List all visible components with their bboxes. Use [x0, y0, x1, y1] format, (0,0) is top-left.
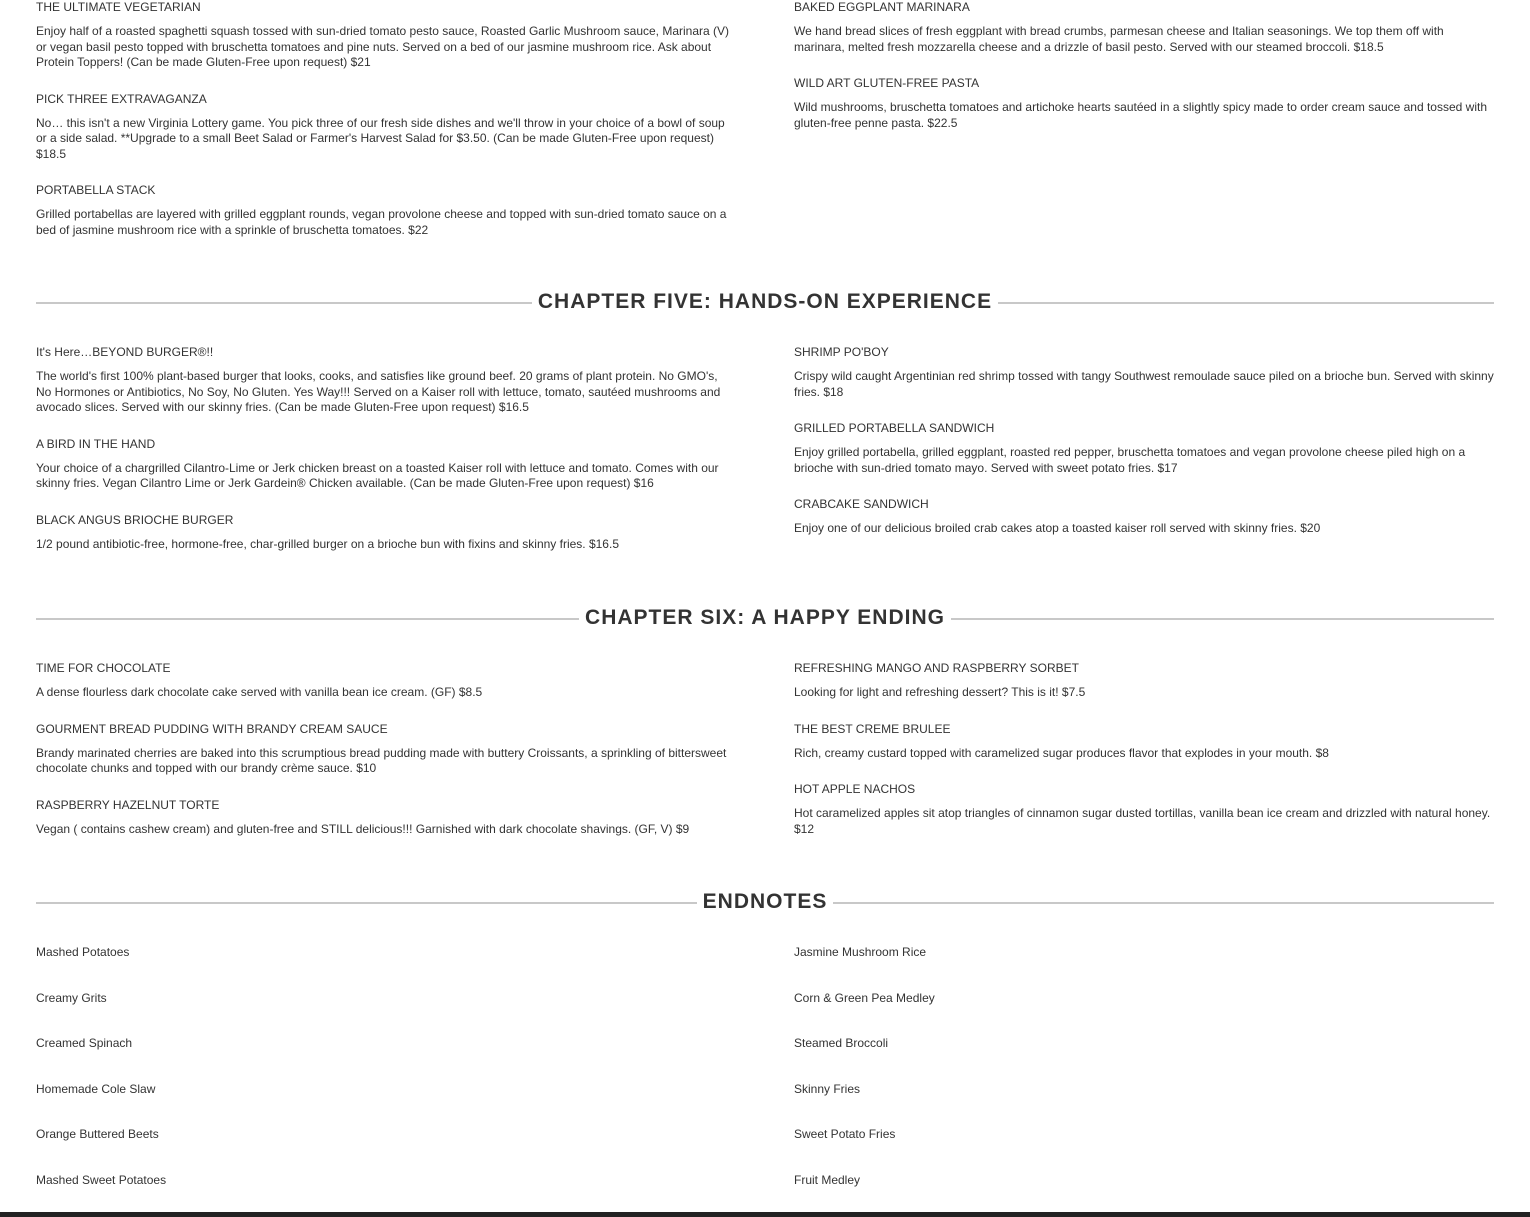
menu-item-description: Enjoy half of a roasted spaghetti squash tossed with sun-dried tomato pesto sauce, Roasted Garlic Mushroom sauce, Marinara (V) or vegan basil pesto topped with bruschetta tomatoes and pine nuts. Served on a bed of our jasmine mushroom rice. Ask about Protein Toppers! (Can be made Gluten-Free upon request) $21	[36, 24, 730, 69]
menu-item-description: Your choice of a chargrilled Cilantro-Lime or Jerk chicken breast on a toasted Kaiser roll with lettuce and tomato. Comes with our skinny fries. Vegan Cilantro Lime or Jerk Gardein® Chicken available. (Can be made Gluten-Free upon request) $16	[36, 460, 719, 490]
menu-item-description: Hot caramelized apples sit atop triangles of cinnamon sugar dusted tortillas, vanilla bean ice cream and drizzled with natural honey. $12	[794, 806, 1491, 836]
menu-item-title: THE BEST CREME BRULEE	[794, 721, 951, 736]
chapter-four-left-column	[36, 0, 736, 259]
menu-item-description: Grilled portabellas are layered with grilled eggplant rounds, vegan provolone cheese and topped with sun-dried tomato sauce on a bed of jasmine mushroom rice with a sprinkle of bruschetta tomatoes. $22	[36, 207, 727, 237]
menu-item-title: SHRIMP PO'BOY	[794, 345, 889, 359]
menu-item	[36, 345, 736, 416]
menu-item	[36, 183, 736, 238]
chapter-five-right-column	[794, 345, 1494, 573]
chapter-six-left-column	[36, 661, 736, 858]
menu-item-description: Enjoy one of our delicious broiled crab cakes atop a toasted kaiser roll served with skinny fries. $20	[794, 521, 1321, 535]
menu-item	[36, 661, 736, 701]
side-dish-item: Creamy Grits	[36, 990, 107, 1005]
menu-item-title: RASPBERRY HAZELNUT TORTE	[36, 797, 220, 812]
chapter-five-left-column	[36, 345, 736, 573]
chapter-four-items	[36, 0, 1494, 259]
menu-item-description: 1/2 pound antibiotic-free, hormone-free, char-grilled burger on a brioche bun with fixins and skinny fries. $16.5	[36, 536, 619, 551]
chapter-six-right-column	[794, 661, 1494, 858]
side-dish-item: Homemade Cole Slaw	[36, 1081, 156, 1096]
menu-item-description: No… this isn't a new Virginia Lottery game. You pick three of our fresh side dishes and we'll throw in your choice of a bowl of soup or a side salad. **Upgrade to a small Beet Salad or Farmer's Harvest Salad for $3.50. (Can be made Gluten-Free upon request) $18.5	[36, 115, 725, 161]
menu-item-title: CRABCAKE SANDWICH	[794, 497, 929, 511]
menu-item-title: PORTABELLA STACK	[36, 183, 156, 197]
menu-item-description: The world's first 100% plant-based burger that looks, cooks, and satisfies like ground beef. 20 grams of plant protein. No GMO's, No Hormones or Antibiotics, No Soy, No Gluten. Yes Way!!! Served on a Kaiser roll with lettuce, tomato, sautéed mushrooms and avocado slices. Served with our skinny fries. (Can be made Gluten-Free upon request) $16.5	[36, 369, 721, 414]
side-dish-item: Mashed Potatoes	[36, 945, 130, 959]
menu-item	[794, 76, 1494, 131]
menu-item-title: BAKED EGGPLANT MARINARA	[794, 0, 970, 14]
footer-bar	[0, 1212, 1530, 1217]
menu-item-title: A BIRD IN THE HAND	[36, 436, 156, 451]
endnotes-right-column	[794, 945, 1494, 1217]
chapter-five-heading	[36, 287, 1494, 317]
menu-item	[36, 798, 736, 838]
chapter-six-items	[36, 661, 1494, 858]
menu-item	[36, 0, 736, 71]
side-dish-item: Fruit Medley	[794, 1172, 861, 1187]
chapter-six-heading	[36, 603, 1494, 633]
menu-item-description: A dense flourless dark chocolate cake served with vanilla bean ice cream. (GF) $8.5	[36, 685, 483, 699]
menu-item-title: GRILLED PORTABELLA SANDWICH	[794, 421, 995, 435]
menu-item-title: BLACK ANGUS BRIOCHE BURGER	[36, 512, 234, 527]
menu-item	[794, 345, 1494, 400]
side-dish-item: Skinny Fries	[794, 1081, 861, 1096]
side-dish-item: Orange Buttered Beets	[36, 1127, 159, 1141]
chapter-five-items	[36, 345, 1494, 573]
menu-item	[794, 497, 1494, 537]
menu-item	[794, 421, 1494, 476]
endnotes-items	[36, 945, 1494, 1217]
menu-item	[794, 661, 1494, 701]
menu-item	[794, 0, 1494, 55]
menu-item	[794, 722, 1494, 762]
menu-item-title: THE ULTIMATE VEGETARIAN	[36, 0, 201, 14]
side-dish-item: Mashed Sweet Potatoes	[36, 1172, 167, 1187]
menu-item-description: We hand bread slices of fresh eggplant with bread crumbs, parmesan cheese and Italian seasonings. We top them off with marinara, melted fresh mozzarella cheese and a drizzle of basil pesto. Served with our steamed broccoli. $18.5	[794, 24, 1444, 54]
menu-item	[36, 92, 736, 163]
side-dish-item: Corn & Green Pea Medley	[794, 990, 935, 1005]
side-dish-item: Steamed Broccoli	[794, 1036, 889, 1050]
menu-item-description: Wild mushrooms, bruschetta tomatoes and artichoke hearts sautéed in a slightly spicy made to order cream sauce and tossed with gluten-free penne pasta. $22.5	[794, 100, 1488, 130]
side-dish-item: Creamed Spinach	[36, 1036, 133, 1050]
chapter-title: CHAPTER FIVE: HANDS-ON EXPERIENCE	[532, 287, 998, 317]
menu-item-title: PICK THREE EXTRAVAGANZA	[36, 91, 207, 106]
menu-item-description: Crispy wild caught Argentinian red shrimp tossed with tangy Southwest remoulade sauce piled on a brioche bun. Served with skinny fries. $18	[794, 369, 1494, 399]
menu-item-title: GOURMENT BREAD PUDDING WITH BRANDY CREAM SAUCE	[36, 721, 388, 736]
menu-item-description: Looking for light and refreshing dessert? This is it! $7.5	[794, 685, 1086, 699]
chapter-title: ENDNOTES	[697, 887, 834, 917]
endnotes-left-column	[36, 945, 736, 1217]
menu-item-description: Brandy marinated cherries are baked into this scrumptious bread pudding made with buttery Croissants, a sprinkling of bittersweet chocolate chunks and topped with our brandy crème sauce. $10	[36, 745, 727, 775]
menu-item	[794, 782, 1494, 837]
menu-item-title: REFRESHING MANGO AND RASPBERRY SORBET	[794, 661, 1079, 675]
side-dish-item: Sweet Potato Fries	[794, 1127, 896, 1141]
menu-item	[36, 513, 736, 553]
menu-item	[36, 722, 736, 777]
menu-item-description: Vegan ( contains cashew cream) and gluten-free and STILL delicious!!! Garnished with dark chocolate shavings. (GF, V) $9	[36, 821, 690, 836]
menu-item-title: It's Here…BEYOND BURGER®!!	[36, 345, 214, 359]
endnotes-heading	[36, 887, 1494, 917]
side-dish-item: Jasmine Mushroom Rice	[794, 945, 927, 959]
menu-item-title: HOT APPLE NACHOS	[794, 782, 916, 796]
chapter-title: CHAPTER SIX: A HAPPY ENDING	[579, 603, 951, 633]
menu-item-description: Rich, creamy custard topped with caramelized sugar produces flavor that explodes in your mouth. $8	[794, 745, 1329, 760]
menu-item-title: TIME FOR CHOCOLATE	[36, 661, 171, 675]
menu-item-description: Enjoy grilled portabella, grilled eggplant, roasted red pepper, bruschetta tomatoes and vegan provolone cheese piled high on a brioche with sun-dried tomato mayo. Served with sweet potato fries. $17	[794, 445, 1466, 475]
menu-item-title: WILD ART GLUTEN-FREE PASTA	[794, 76, 980, 90]
menu-item	[36, 437, 736, 492]
chapter-four-right-column	[794, 0, 1494, 259]
